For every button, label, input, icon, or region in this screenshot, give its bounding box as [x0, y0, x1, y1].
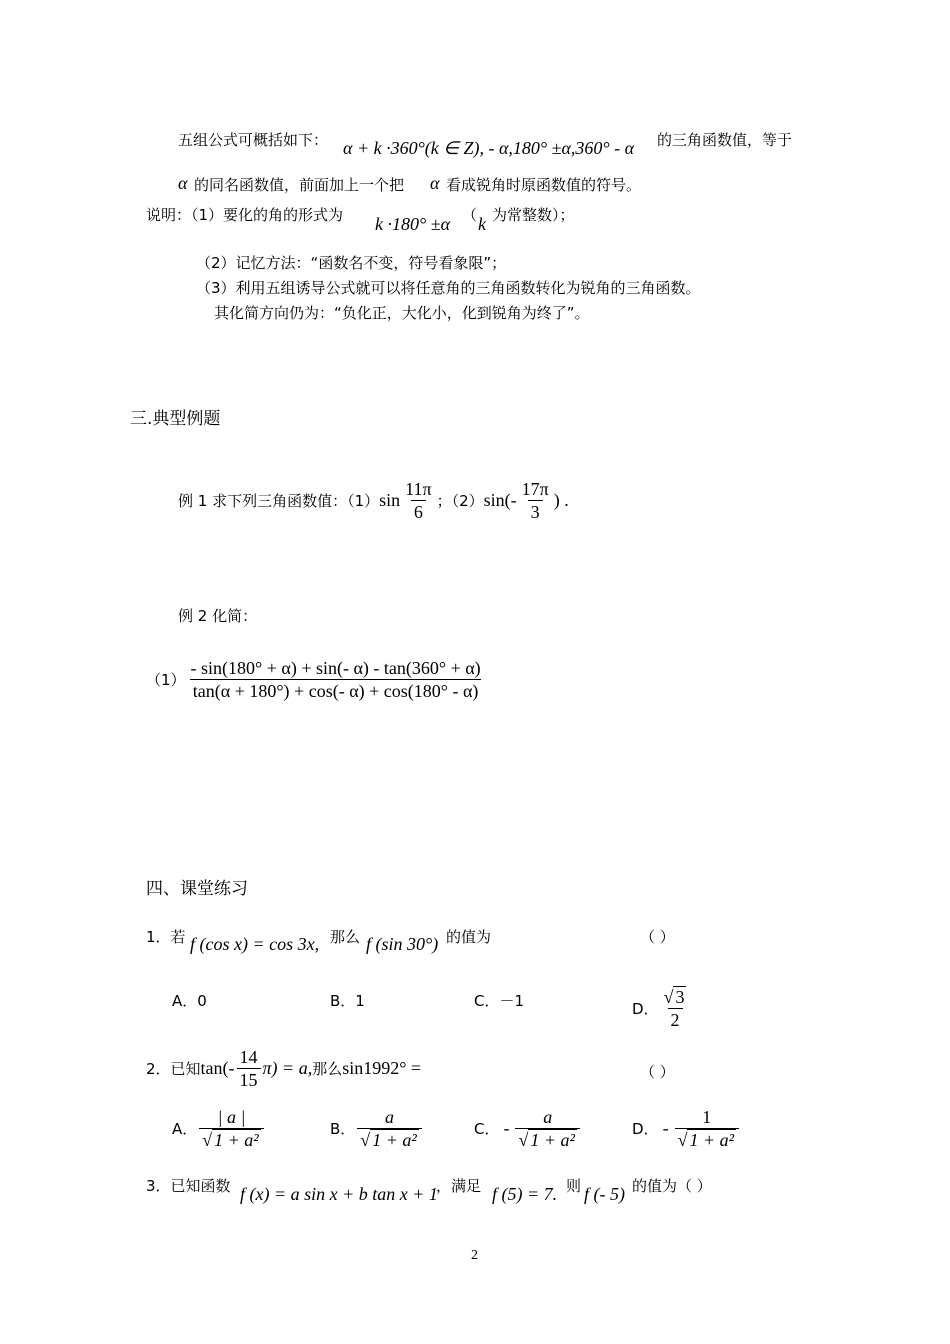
q3-mid: ，满足 [436, 1177, 482, 1195]
q1-target: f (sin 30°) [366, 934, 439, 954]
q2-frac-num: 14 [239, 1047, 258, 1067]
q2-frac-den: 15 [237, 1068, 261, 1091]
q3-end: 的值为（ ） [632, 1177, 712, 1195]
q1-choice-d-label: D． [632, 1000, 659, 1018]
sqrt-symbol: √ 1 + a² [360, 1130, 417, 1150]
example2-item [146, 657, 486, 702]
q1-choice-d [632, 986, 691, 1031]
q2-choice-b [330, 1106, 424, 1151]
q3-function: f (x) = a sin x + b tan x + 1 [240, 1184, 438, 1204]
q1-choice-a: A．0 [172, 992, 207, 1010]
q2-sin: sin1992° = [342, 1058, 422, 1078]
q3-target: f (- 5) [584, 1184, 625, 1204]
q1-mid: 那么 [330, 928, 361, 946]
note-paren-text: 为常整数）； [492, 206, 575, 224]
q3-then: 则 [566, 1177, 582, 1195]
q3-condition: f (5) = 7. [492, 1184, 558, 1204]
intro-alpha2: α [430, 173, 440, 193]
example2-numerator: - sin(180° + α) + sin(- α) - tan(360° + α) [190, 658, 481, 678]
q1-end: 的值为 [446, 928, 492, 946]
q2-choice-c [474, 1106, 582, 1151]
q1-choice-b: B．1 [330, 992, 365, 1010]
intro-formula: α + k ·360°(k ∈ Z), - α,180° ±α,360° - α [343, 138, 635, 158]
example2-fraction [188, 657, 484, 702]
q2-c-num: a [543, 1107, 553, 1127]
section3-title: 三.典型例题 [130, 409, 221, 429]
example2-denominator: tan(α + 180°) + cos(- α) + cos(180° - α) [190, 679, 482, 702]
q2-tan: tan(- [200, 1058, 235, 1078]
q1-formula: f (cos x) = cos 3x, [190, 934, 320, 954]
q2-bracket: （ ） [640, 1063, 675, 1081]
example2-item-label: （1） [146, 671, 186, 689]
q2-a-den: 1 + a² [214, 1130, 259, 1150]
q2-choice-a [172, 1106, 266, 1151]
q2-d-sign: - [662, 1118, 669, 1138]
sqrt-symbol: √ 1 + a² [677, 1130, 734, 1150]
sqrt-symbol: √ 1 + a² [202, 1130, 259, 1150]
example1-fraction1 [402, 478, 434, 523]
note-lead: 说明：（1）要化的角的形式为 [146, 206, 344, 224]
q2-b-den: 1 + a² [372, 1130, 417, 1150]
note-formula: k ·180° ±α [375, 214, 451, 234]
q2-choice-d-label: D． [632, 1120, 659, 1138]
q1-bracket: （ ） [640, 928, 675, 946]
note-line4: 其化简方向仍为：“负化正，大化小，化到锐角为终了”。 [214, 304, 590, 322]
q2-choice-b-fraction [357, 1106, 421, 1151]
example1-sin: sin [379, 490, 401, 510]
intro-lead: 五组公式可概括如下： [178, 131, 329, 149]
example1-sin2: sin(- [483, 490, 517, 510]
q3-number: 3．已知函数 [146, 1177, 231, 1195]
q2-choice-a-fraction [199, 1106, 263, 1151]
q2-choice-d [632, 1106, 741, 1151]
q2-d-den: 1 + a² [689, 1130, 734, 1150]
example1-end: ) . [553, 490, 569, 510]
sqrt-symbol: √ 3 [663, 987, 685, 1007]
example1-den1: 6 [411, 500, 426, 523]
q2-a-num: | a | [217, 1107, 246, 1127]
example1-label: 例 1 求下列三角函数值：（1） [178, 492, 380, 510]
q2-c-sign: - [503, 1118, 510, 1138]
example1-fraction2 [519, 478, 552, 523]
example1 [178, 478, 569, 523]
example1-den2: 3 [528, 500, 543, 523]
intro-tail3: 看成锐角时原函数值的符号。 [446, 176, 642, 194]
q2-stem [146, 1046, 421, 1091]
intro-tail1: 的三角函数值，等于 [657, 131, 793, 149]
q2-choice-a-label: A． [172, 1120, 198, 1138]
q1-choice-c: C．－1 [474, 992, 525, 1010]
note-k: k [478, 214, 486, 234]
q2-number: 2．已知 [146, 1060, 201, 1078]
q2-choice-b-label: B． [330, 1120, 356, 1138]
q1-choice-d-fraction [661, 986, 690, 1031]
q2-fraction [237, 1046, 261, 1091]
q2-choice-c-fraction [515, 1106, 579, 1151]
example1-num1: 11π [405, 479, 432, 499]
q1-number: 1．若 [146, 928, 186, 946]
q2-tan-end: π) = a, [262, 1058, 313, 1078]
note-line3: （3）利用五组诱导公式就可以将任意角的三角函数转化为锐角的三角函数。 [196, 279, 701, 297]
q1-d-den: 2 [668, 1008, 683, 1031]
example2-label: 例 2 化简： [178, 607, 258, 625]
section4-title: 四、课堂练习 [146, 879, 248, 899]
note-paren-open: （ [462, 206, 478, 224]
note-line2: （2）记忆方法：“函数名不变，符号看象限”； [196, 254, 507, 272]
example1-num2: 17π [521, 479, 549, 499]
intro-tail2: 的同名函数值，前面加上一个把 [194, 176, 405, 194]
q2-b-num: a [385, 1107, 395, 1127]
sqrt-symbol: √ 1 + a² [518, 1130, 575, 1150]
q2-choice-c-label: C． [474, 1120, 500, 1138]
q2-mid: 那么 [312, 1060, 343, 1078]
q2-d-num: 1 [702, 1107, 712, 1127]
example1-sep: ；（2） [436, 492, 484, 510]
page-number: 2 [471, 1248, 478, 1263]
q2-choice-d-fraction [675, 1106, 739, 1151]
intro-alpha: α [178, 173, 188, 193]
q2-c-den: 1 + a² [530, 1130, 575, 1150]
q1-d-num: 3 [675, 987, 685, 1007]
